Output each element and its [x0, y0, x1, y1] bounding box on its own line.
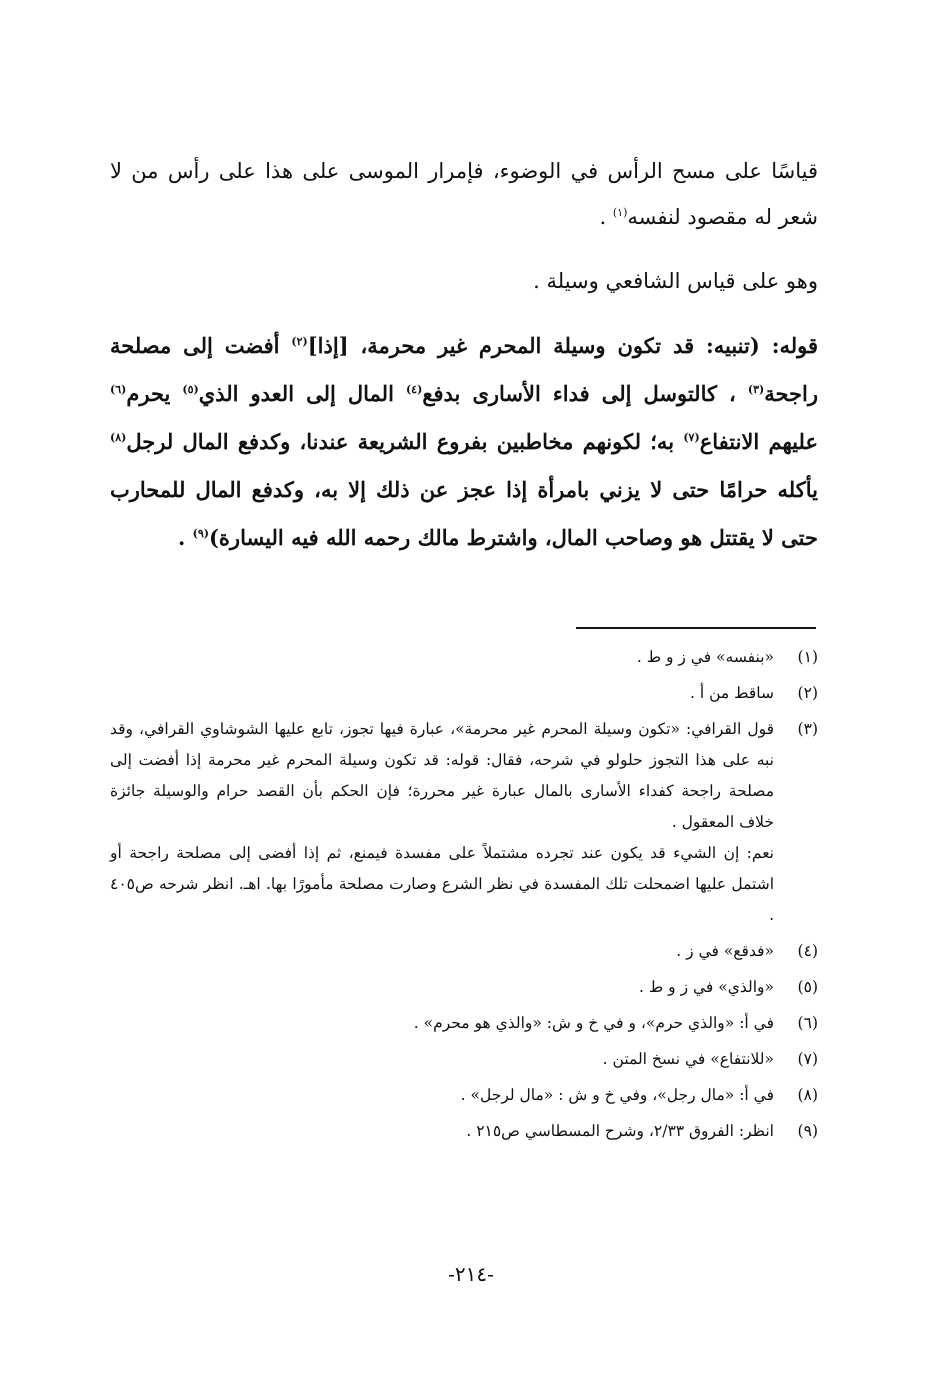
footnote-ref-3: (٣) — [747, 383, 765, 396]
footnote-text — [110, 1116, 774, 1147]
footnote-line: في أ: «مال رجل»، وفي خ و ش : «مال لرجل» . — [460, 1086, 774, 1104]
paragraph-3-text-f: عليهم الانتفاع — [699, 429, 818, 454]
footnote-line: نعم: إن الشيء قد يكون عند تجرده مشتملاً على مفسدة فيمنع، ثم إذا أفضى إلى مصلحة راجحة أو اشتمل عليها اضمحلت تلك المفسدة في نظر الشرع وصارت مصلحة مأمورًا بها. اهـ. انظر شرحه ص٤٠٥ . — [110, 844, 774, 924]
footnote-ref-4: (٤) — [405, 383, 423, 396]
paragraph-3-text-h: يأكله حرامًا حتى لا يزني بامرأة إذا عجز عن ذلك إلا به، وكدفع المال للمحارب حتى لا يقتتل هو وصاحب المال، واشترط مالك رحمه الله فيه اليسارة) — [110, 477, 818, 550]
footnote-text — [110, 972, 774, 1003]
footnote-3 — [110, 714, 818, 931]
footnote-number: (٢) — [797, 684, 818, 702]
footnote-7 — [110, 1044, 818, 1075]
footnote-number: (٧) — [797, 1050, 818, 1068]
footnote-number: (٥) — [797, 978, 818, 996]
footnote-separator — [576, 627, 816, 629]
footnote-4 — [110, 936, 818, 967]
paragraph-3-text-d: المال إلى العدو الذي — [198, 381, 406, 406]
footnote-ref-8: (٨) — [110, 431, 127, 444]
footnote-text — [110, 678, 774, 709]
paragraph-3-text-g: به؛ لكونهم مخاطبين بفروع الشريعة عندنا، وكدفع المال لرجل — [126, 429, 684, 454]
footnote-line: في أ: «والذي حرم»، و في خ و ش: «والذي هو محرم» . — [413, 1014, 774, 1032]
footnote-line: ساقط من أ . — [690, 684, 774, 702]
paragraph-3-text-b: أفضت إلى مصلحة راجحة — [110, 333, 818, 406]
footnote-line: «والذي» في ز و ط . — [639, 978, 774, 996]
paragraph-3-text-c: ، كالتوسل إلى فداء الأسارى بدفع — [422, 381, 748, 406]
footnote-number: (١) — [797, 648, 818, 666]
footnote-ref-5: (٥) — [182, 383, 199, 396]
footnote-9 — [110, 1116, 818, 1147]
footnote-5 — [110, 972, 818, 1003]
footnote-line: انظر: الفروق ٢/٣٣، وشرح المسطاسي ص٢١٥ . — [466, 1122, 774, 1140]
footnote-text — [110, 714, 774, 931]
footnote-ref-7: (٧) — [683, 431, 700, 444]
footnote-number: (٦) — [797, 1014, 818, 1032]
footnote-line: «فدقع» في ز . — [676, 942, 774, 960]
footnote-ref-2: (٢) — [291, 335, 308, 348]
footnote-number: (٣) — [797, 720, 818, 738]
paragraph-3 — [110, 322, 818, 562]
paragraph-1-text: قياسًا على مسح الرأس في الوضوء، فإمرار الموسى على هذا على رأس من لا شعر له مقصود لنفسه — [110, 159, 818, 229]
page-number: -٢١٤- — [448, 1262, 494, 1286]
paragraph-3-end: . — [178, 525, 193, 550]
footnote-1 — [110, 642, 818, 673]
footnote-text — [110, 936, 774, 967]
paragraph-2: وهو على قياس الشافعي وسيلة . — [533, 269, 818, 293]
footnote-text — [110, 642, 774, 673]
footnote-2 — [110, 678, 818, 709]
footnote-line: «بنفسه» في ز و ط . — [636, 648, 774, 666]
paragraph-1 — [110, 148, 818, 240]
footnote-number: (٩) — [797, 1122, 818, 1140]
footnotes-list — [110, 642, 818, 1152]
main-text — [110, 148, 818, 562]
footnote-text — [110, 1080, 774, 1111]
footnote-ref-9: (٩) — [192, 527, 209, 540]
paragraph-1-end: . — [599, 205, 613, 229]
footnote-line: قول القرافي: «تكون وسيلة المحرم غير محرمة»، عبارة فيها تجوز، تابع عليها الشوشاوي القرافي، وقد نبه على هذا التجوز حلولو في شرحه، فقال: قوله: قد تكون وسيلة المحرم غير محرمة إذا أفضت إلى مصلحة راجحة كفداء الأسارى بالمال عبارة غير محررة؛ فإن الحكم بأن القصد حرام والوسيلة جائزة خلاف المعقول . — [110, 720, 774, 831]
footnote-text — [110, 1044, 774, 1075]
footnote-6 — [110, 1008, 818, 1039]
footnote-text — [110, 1008, 774, 1039]
paragraph-3-text-e: يحرم — [126, 381, 183, 406]
footnote-number: (٤) — [797, 942, 818, 960]
footnote-8 — [110, 1080, 818, 1111]
footnote-number: (٨) — [797, 1086, 818, 1104]
footnote-ref-6: (٦) — [110, 383, 127, 396]
footnote-ref-1: (١) — [612, 206, 628, 219]
paragraph-3-text-a: قوله: (تنبيه: قد تكون وسيلة المحرم غير محرمة، [إذا] — [307, 333, 818, 358]
footnote-line: «للانتفاع» في نسخ المتن . — [602, 1050, 774, 1068]
